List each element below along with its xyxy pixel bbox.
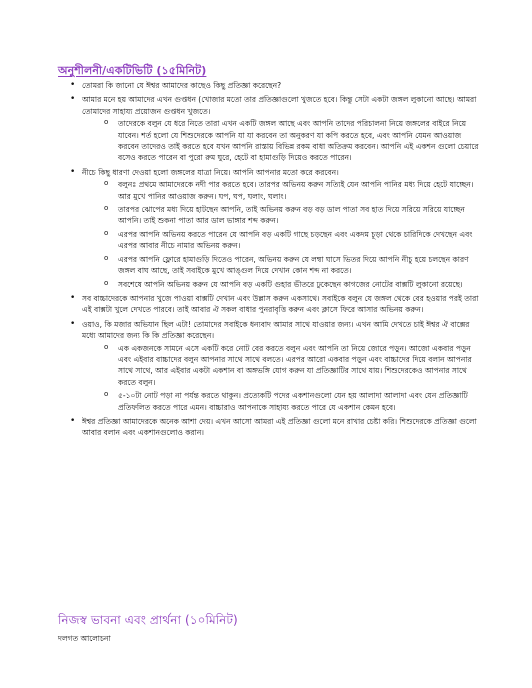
list-item — [60, 319, 480, 413]
sub-list — [82, 343, 480, 413]
list-item — [60, 94, 480, 163]
sub-list-item: o তাদেরকে বলুন যে ধরে নিতে তারা এখন একটি জঙ্গল আছে এবং আপনি তাদের পরিচালনা নিয়ে জঙ্গলের বাইরে নিয়ে যাবেন। শর্ত হলো যে শিশুদেরকে আপনি যা যা করবেন তা অনুকরণ যা কপি করতে হবে, এবং আপনি যেমন আওয়াজ করবেন তাদেরও তাই করতে হবে যখন আপনি রাস্তায় বিভিন্ন রকম বাধা অতিক্রম করবেন। আপনি এই একশন গুলো চেয়ারে বসেও করতে পারেন বা পুরো রুম ঘুরে, হেটে বা হামাগুড়ি দিয়েও করতে পারেন। — [82, 118, 480, 164]
section-heading-activity: অনুশীলনী/একটিভিটি (১৫মিনিট) — [58, 64, 207, 77]
sub-list-item: o সবশেষে আপনি অভিনয় করুন যে আপনি বড় একটি গুহার ভীতরে ঢুকেছেন কাগজের নোটের বাক্সটি লুকানো রয়েছে। — [82, 279, 480, 290]
list-item — [60, 80, 480, 91]
sub-list-item: o এরপর আপনি অভিনয় করতে পারেন যে আপনি বড় একটি গাছে চড়ছেন এবং একদম চূড়া থেকে চারিদিকে দেখছেন এবং এরপর আবার নীচে নামার অভিনয় করুন। — [82, 229, 480, 252]
sub-list-item: o তারপর ঝোপের মধ্য দিয়ে হাটছেন আপনি, তাই অভিনয় করুন বড় বড় ডাল পাতা সব হাত দিয়ে সরিয়ে সরিয়ে যাচ্ছেন আপনি। তাই শুকনা পাতা আর ডাল ভাঙ্গার শব্দ করুন। — [82, 204, 480, 227]
sub-list-item: o ৫-১০টা নোট পড়া না পর্যন্ত করতে থাকুন। প্রত্যেকটি পদের একশানগুলো যেন হয় আলাদা আলাদা এবং যেন প্রতিজ্ঞাটি প্রতিফলিত করতে পারে এমন। বাচ্চারাও আপনাকে সাহায্য করতে পারে যে একশান কেমন হবে। — [82, 390, 480, 413]
list-item-text: সব বাচ্চাদেরকে আপনার খুজে পাওয়া বাক্সটি দেখান এবং উল্লাস করুন একসাথে। সবাইকে বলুন যে জঙ্গল থেকে বের হওয়ার পরই তারা এই বাক্সটা খুলে দেখতে পারবে। তাই আবার ঐ সকল বাধার পুনরাবৃত্তি করুন এবং ক্লাসে ফিরে আসার অভিনয় করুন। — [82, 293, 479, 315]
list-item-text: ওয়াও, কি মজার অভিযান ছিল এটা! তোমাদের সবাইকে ধন্যবাদ আমার সাথে যাওয়ার জন্য। এখন আমি দেখতে চাই ঈশ্বর ঐ বাক্সের মধ্যে আমাদের জন্য কি কি প্রতিজ্ঞা করেছেন। — [82, 319, 470, 341]
list-item — [60, 167, 480, 290]
activity-list — [60, 80, 480, 439]
sub-list — [82, 118, 480, 164]
list-item-text: আমার মনে হয় আমাদের এখন গুপ্তধন (খোজার মতো তার প্রতিজ্ঞাগুলো খুজতে হবে। কিন্তু সেটা একটা জঙ্গল লুকানো আছে। আমরা তোমাদের সাহায্য প্রয়োজন গুপ্তধন খুজতে। — [82, 95, 477, 116]
list-item-text: তোমরা কি জানো যে ঈশ্বর আমাদের কাছেও কিছু প্রতিজ্ঞা করেছেন? — [82, 81, 282, 90]
list-item — [60, 416, 480, 439]
activity-content — [60, 80, 480, 442]
section-heading-reflection: নিজস্ব ভাবনা এবং প্রার্থনা (১০মিনিট) — [58, 613, 238, 627]
list-item-text: ঈশ্বর প্রতিজ্ঞা আমাদেরকে অনেক আশা দেয়। এখন আসো আমরা এই প্রতিজ্ঞা গুলো মনে রাখার চেষ্টা করি। শিশুদেরকে প্রতিজ্ঞা গুলো আবার বলান এবং একশানগুলোও করান। — [82, 416, 477, 438]
group-discussion-label: দলগত আলোচনা — [58, 634, 111, 643]
sub-list-item: o এরপর আপনি ফ্লোরে হামাগুড়ি দিতেও পারেন, অভিনয় করুন যে লম্বা ঘাসে ভিতর দিয়ে আপনি নীচু হয়ে চলছেন কারণ জঙ্গল বাঘ আছে, তাই সবাইকে মুখে আঙ্গুল দিয়ে দেখান কোন শব্দ না করতে। — [82, 254, 480, 277]
sub-list-item: o বলুনঃ প্রথমে আমাদেরকে নদী পার করতে হবে। তারপর অভিনয় করুন সত্যিই যেন আপনি পানির মধ্য দিয়ে হেটে যাচ্ছেন। আর মুখে পানির আওয়াজ করুন। ঘপ, ঘপ, ঘলাং, ঘলাং। — [82, 179, 480, 202]
list-item-text: নীচে কিছু ধারণা দেওয়া হলো জঙ্গলের যাত্রা নিয়ে। আপনি আপনার মতো করে করবেন। — [82, 167, 339, 177]
list-item — [60, 293, 480, 316]
sub-list — [82, 179, 480, 290]
sub-list-item: o এক একজনকে সামনে এসে একটি করে নোট বের করতে বলুন এবং আপনি তা নিয়ে জোরে পড়ুন। আজো একবার পড়ুন এবং এইবার বাচ্চাদের বলুন আপনার সাথে সাথে বলতে। এরপর আরো একবার পড়ুন এবং বাচ্চাদের দিয়ে বলান আপনার সাথে সাথে, আর এইবার একটা একশান বা অঙ্গভঙ্গি যোগ করুন যা প্রতিজ্ঞাটির সাথে যায়। শিশুদেরকেও আপনার সাথে করতে বলুন। — [82, 343, 480, 389]
